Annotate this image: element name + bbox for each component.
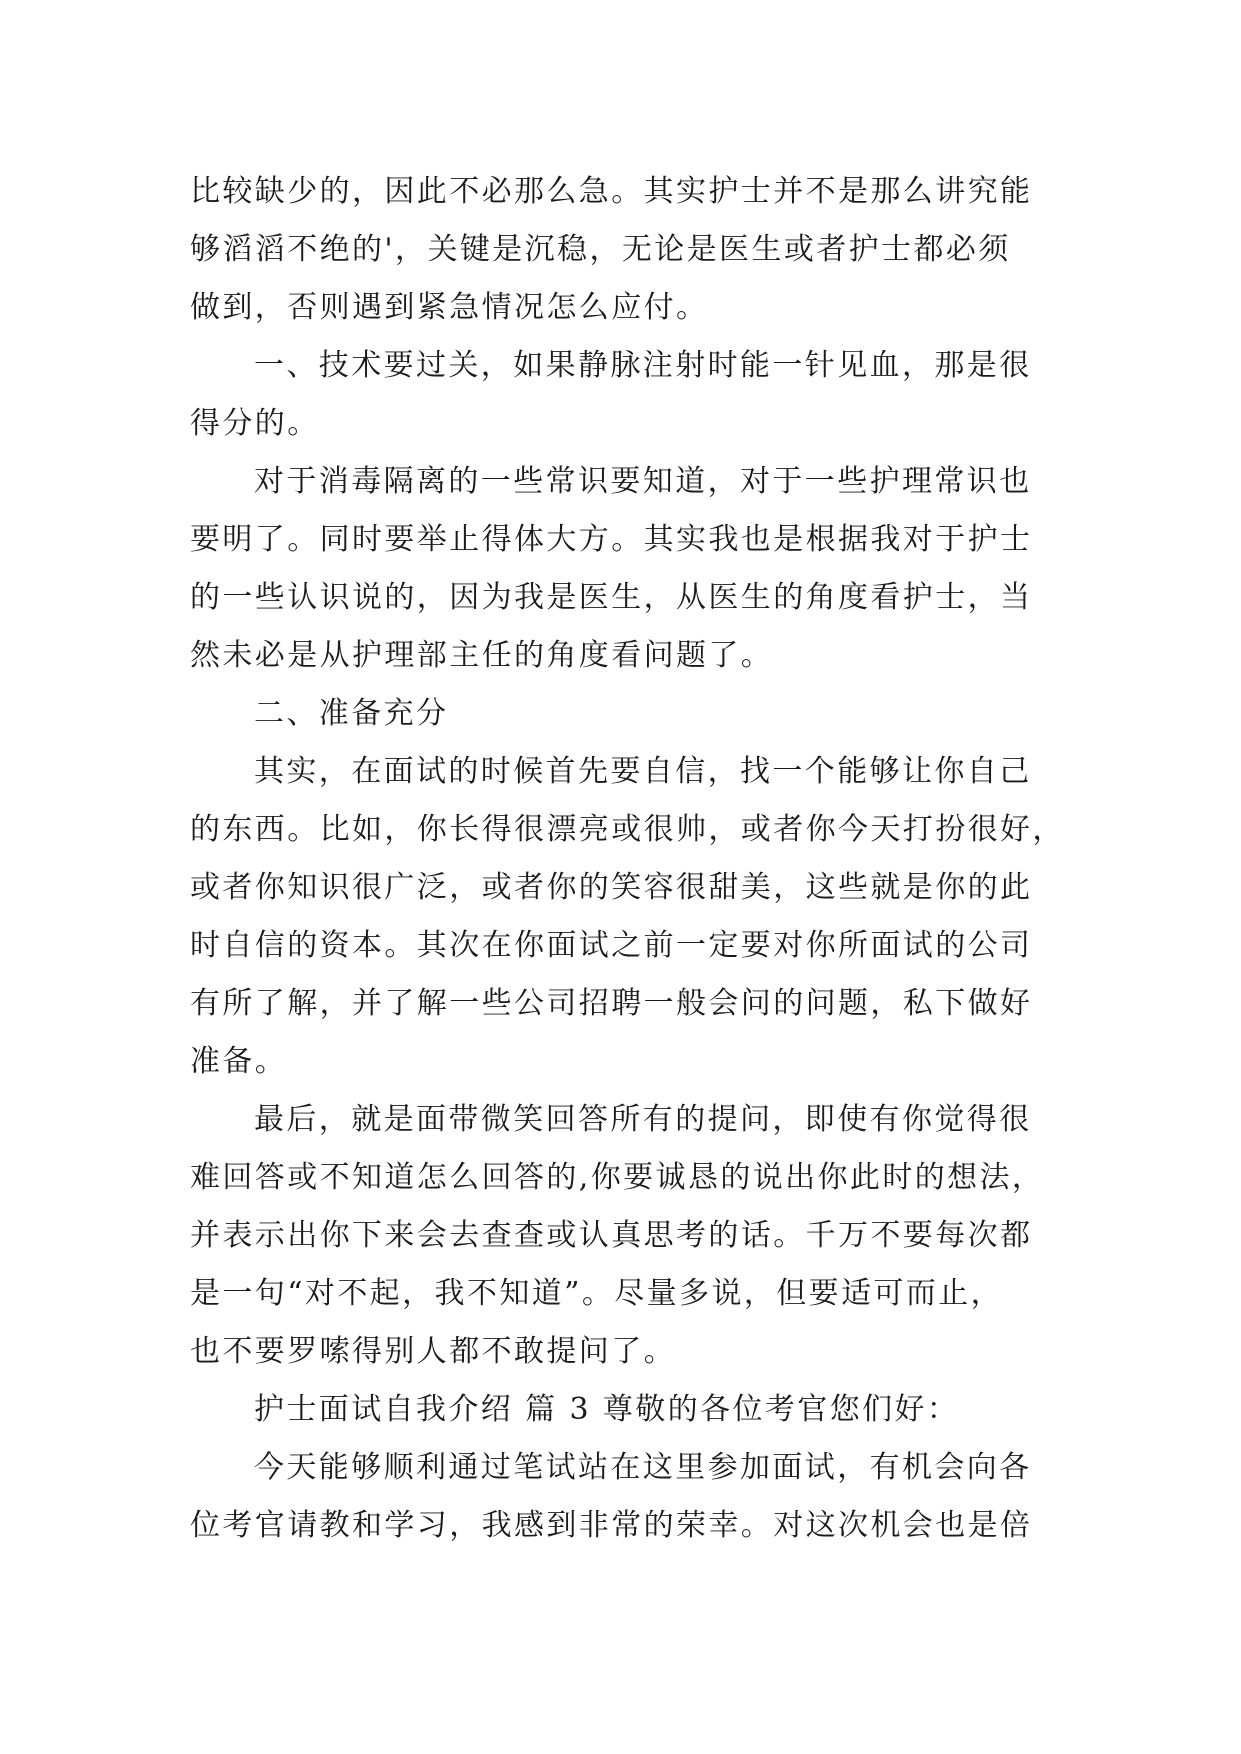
text-line: 是一句“对不起，我不知道”。尽量多说，但要适可而止， [190, 1276, 1004, 1311]
text-line: 对于消毒隔离的一些常识要知道，对于一些护理常识也 [254, 464, 1032, 499]
text-line: 要明了。同时要举止得体大方。其实我也是根据我对于护士 [190, 522, 1033, 557]
text-line: 并表示出你下来会去查查或认真思考的话。千万不要每次都 [190, 1218, 1033, 1253]
text-line: 准备。 [190, 1044, 288, 1079]
text-line: 今天能够顺利通过笔试站在这里参加面试，有机会向各 [254, 1450, 1032, 1485]
body-text [190, 163, 1065, 1555]
text-line: 二、准备充分 [254, 696, 449, 731]
text-line: 够滔滔不绝的'，关键是沉稳，无论是医生或者护士都必须 [190, 232, 1011, 267]
text-line: 也不要罗嗦得别人都不敢提问了。 [190, 1334, 676, 1369]
text-line: 护士面试自我介绍 篇 3 尊敬的各位考官您们好： [254, 1392, 960, 1427]
text-line: 或者你知识很广泛，或者你的笑容很甜美，这些就是你的此 [190, 870, 1033, 905]
text-line: 的东西。比如，你长得很漂亮或很帅，或者你今天打扮很好， [190, 812, 1065, 847]
text-line: 一、技术要过关，如果静脉注射时能一针见血，那是很 [254, 348, 1032, 383]
text-line: 得分的。 [190, 406, 320, 441]
text-line: 最后，就是面带微笑回答所有的提问，即使有你觉得很 [254, 1102, 1032, 1137]
text-line: 然未必是从护理部主任的角度看问题了。 [190, 638, 774, 673]
text-line: 时自信的资本。其次在你面试之前一定要对你所面试的公司 [190, 928, 1033, 963]
text-line: 比较缺少的，因此不必那么急。其实护士并不是那么讲究能 [190, 174, 1033, 209]
text-line: 其实，在面试的时候首先要自信，找一个能够让你自己 [254, 754, 1032, 789]
text-line: 有所了解，并了解一些公司招聘一般会问的问题，私下做好 [190, 986, 1033, 1021]
text-line: 的一些认识说的，因为我是医生，从医生的角度看护士，当 [190, 580, 1033, 615]
text-line: 难回答或不知道怎么回答的,你要诚恳的说出你此时的想法， [190, 1160, 1045, 1195]
text-line: 做到，否则遇到紧急情况怎么应付。 [190, 290, 709, 325]
text-line: 位考官请教和学习，我感到非常的荣幸。对这次机会也是倍 [190, 1508, 1033, 1543]
